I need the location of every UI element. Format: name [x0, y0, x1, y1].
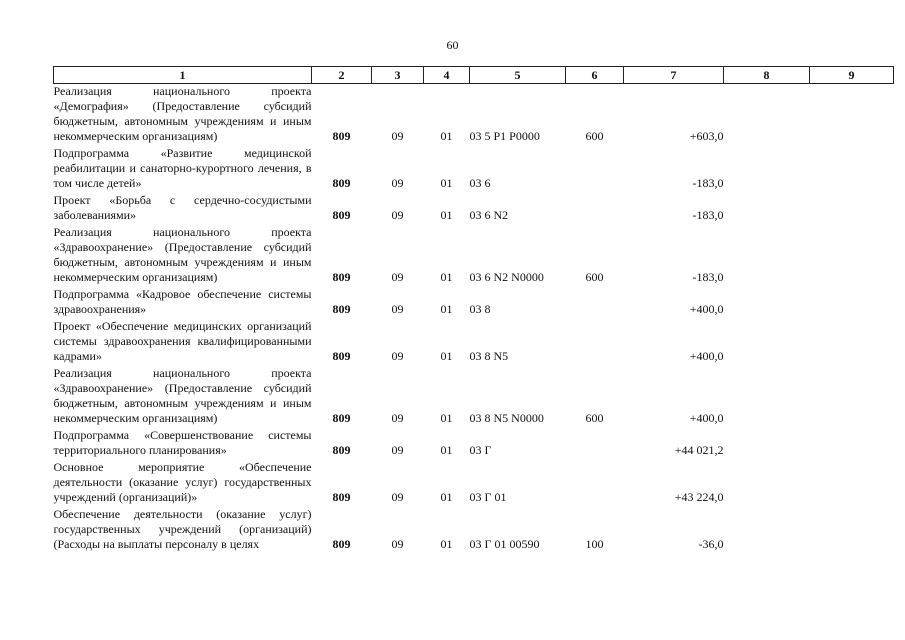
target-article-code: 03 Г 01 00590 [469, 537, 540, 551]
row-description: Подпрограмма «Развитие медицинской реабилитации и санаторно-курортного лечения, в том числе детей» [53, 146, 312, 190]
ministry-code: 809 [332, 349, 351, 363]
table-row [54, 225, 894, 287]
row-description: Подпрограмма «Кадровое обеспечение системы здравоохранения» [53, 287, 312, 316]
table-row [54, 287, 894, 319]
empty-cell-8 [724, 146, 810, 193]
table-row [54, 507, 894, 554]
amount: -36,0 [698, 537, 724, 551]
expense-type-code [566, 428, 624, 460]
empty-cell-9 [810, 225, 894, 287]
column-header-2: 2 [312, 67, 372, 84]
target-article-code: 03 8 N5 [469, 349, 509, 363]
section-code: 09 [391, 270, 404, 284]
table-row [54, 319, 894, 366]
empty-cell-9 [810, 428, 894, 460]
empty-cell-8 [724, 287, 810, 319]
table-row [54, 84, 894, 147]
subsection-code: 01 [440, 537, 453, 551]
empty-cell-9 [810, 287, 894, 319]
ministry-code: 809 [332, 129, 351, 143]
table-row [54, 460, 894, 507]
amount: +43 224,0 [674, 490, 724, 504]
ministry-code: 809 [332, 176, 351, 190]
target-article-code: 03 5 P1 P0000 [469, 129, 540, 143]
empty-cell-8 [724, 193, 810, 225]
empty-cell-8 [724, 460, 810, 507]
expense-type-code: 600 [585, 411, 604, 425]
empty-cell-9 [810, 319, 894, 366]
ministry-code: 809 [332, 302, 351, 316]
empty-cell-8 [724, 366, 810, 428]
target-article-code: 03 6 N2 [469, 208, 509, 222]
column-header-6: 6 [566, 67, 624, 84]
target-article-code: 03 6 N2 N0000 [469, 270, 544, 284]
subsection-code: 01 [440, 490, 453, 504]
row-description: Реализация национального проекта «Здравоохранение» (Предоставление субсидий бюджетным, автономным учреждениям и иным некоммерческим организациям) [53, 366, 312, 425]
empty-cell-9 [810, 507, 894, 554]
section-code: 09 [391, 302, 404, 316]
empty-cell-8 [724, 319, 810, 366]
row-description: Основное мероприятие «Обеспечение деятельности (оказание услуг) государственных учреждений (организаций)» [53, 460, 312, 504]
subsection-code: 01 [440, 411, 453, 425]
column-header-3: 3 [372, 67, 424, 84]
ministry-code: 809 [332, 537, 351, 551]
amount: +44 021,2 [674, 443, 724, 457]
section-code: 09 [391, 443, 404, 457]
amount: +603,0 [689, 129, 724, 143]
section-code: 09 [391, 411, 404, 425]
expense-type-code [566, 193, 624, 225]
empty-cell-9 [810, 366, 894, 428]
ministry-code: 809 [332, 411, 351, 425]
ministry-code: 809 [332, 270, 351, 284]
subsection-code: 01 [440, 176, 453, 190]
empty-cell-8 [724, 84, 810, 147]
target-article-code: 03 8 [469, 302, 491, 316]
empty-cell-9 [810, 146, 894, 193]
expense-type-code [566, 287, 624, 319]
subsection-code: 01 [440, 302, 453, 316]
target-article-code: 03 8 N5 N0000 [469, 411, 544, 425]
subsection-code: 01 [440, 270, 453, 284]
ministry-code: 809 [332, 208, 351, 222]
page-number: 60 [446, 38, 459, 52]
expense-type-code [566, 146, 624, 193]
table-row [54, 428, 894, 460]
amount: +400,0 [689, 302, 724, 316]
amount: +400,0 [689, 411, 724, 425]
row-description: Проект «Обеспечение медицинских организаций системы здравоохранения квалифицированными кадрами» [53, 319, 312, 363]
row-description: Реализация национального проекта «Здравоохранение» (Предоставление субсидий бюджетным, автономным учреждениям и иным некоммерческим организациям) [53, 225, 312, 284]
budget-table [53, 66, 894, 554]
table-row [54, 146, 894, 193]
empty-cell-8 [724, 507, 810, 554]
amount: -183,0 [692, 270, 724, 284]
section-code: 09 [391, 537, 404, 551]
expense-type-code: 600 [585, 270, 604, 284]
empty-cell-9 [810, 84, 894, 147]
expense-type-code: 100 [585, 537, 604, 551]
empty-cell-8 [724, 225, 810, 287]
amount: -183,0 [692, 176, 724, 190]
header-row [54, 67, 894, 84]
row-description: Реализация национального проекта «Демография» (Предоставление субсидий бюджетным, автономным учреждениям и иным некоммерческим организациям) [53, 84, 312, 143]
column-header-8: 8 [724, 67, 810, 84]
column-header-4: 4 [424, 67, 470, 84]
column-header-9: 9 [810, 67, 894, 84]
empty-cell-8 [724, 428, 810, 460]
table-row [54, 193, 894, 225]
section-code: 09 [391, 349, 404, 363]
column-header-1: 1 [54, 67, 312, 84]
subsection-code: 01 [440, 443, 453, 457]
subsection-code: 01 [440, 208, 453, 222]
target-article-code: 03 Г [469, 443, 492, 457]
row-description: Проект «Борьба с сердечно-сосудистыми заболеваниями» [53, 193, 312, 222]
table-row [54, 366, 894, 428]
empty-cell-9 [810, 460, 894, 507]
section-code: 09 [391, 129, 404, 143]
target-article-code: 03 6 [469, 176, 491, 190]
expense-type-code [566, 319, 624, 366]
section-code: 09 [391, 208, 404, 222]
expense-type-code: 600 [585, 129, 604, 143]
amount: +400,0 [689, 349, 724, 363]
ministry-code: 809 [332, 443, 351, 457]
expense-type-code [566, 460, 624, 507]
empty-cell-9 [810, 193, 894, 225]
row-description: Обеспечение деятельности (оказание услуг) государственных учреждений (организаций) (Расходы на выплаты персоналу в целях [53, 507, 312, 551]
section-code: 09 [391, 490, 404, 504]
row-description: Подпрограмма «Совершенствование системы территориального планирования» [53, 428, 312, 457]
ministry-code: 809 [332, 490, 351, 504]
subsection-code: 01 [440, 129, 453, 143]
column-header-5: 5 [470, 67, 566, 84]
section-code: 09 [391, 176, 404, 190]
amount: -183,0 [692, 208, 724, 222]
target-article-code: 03 Г 01 [469, 490, 507, 504]
subsection-code: 01 [440, 349, 453, 363]
column-header-7: 7 [624, 67, 724, 84]
